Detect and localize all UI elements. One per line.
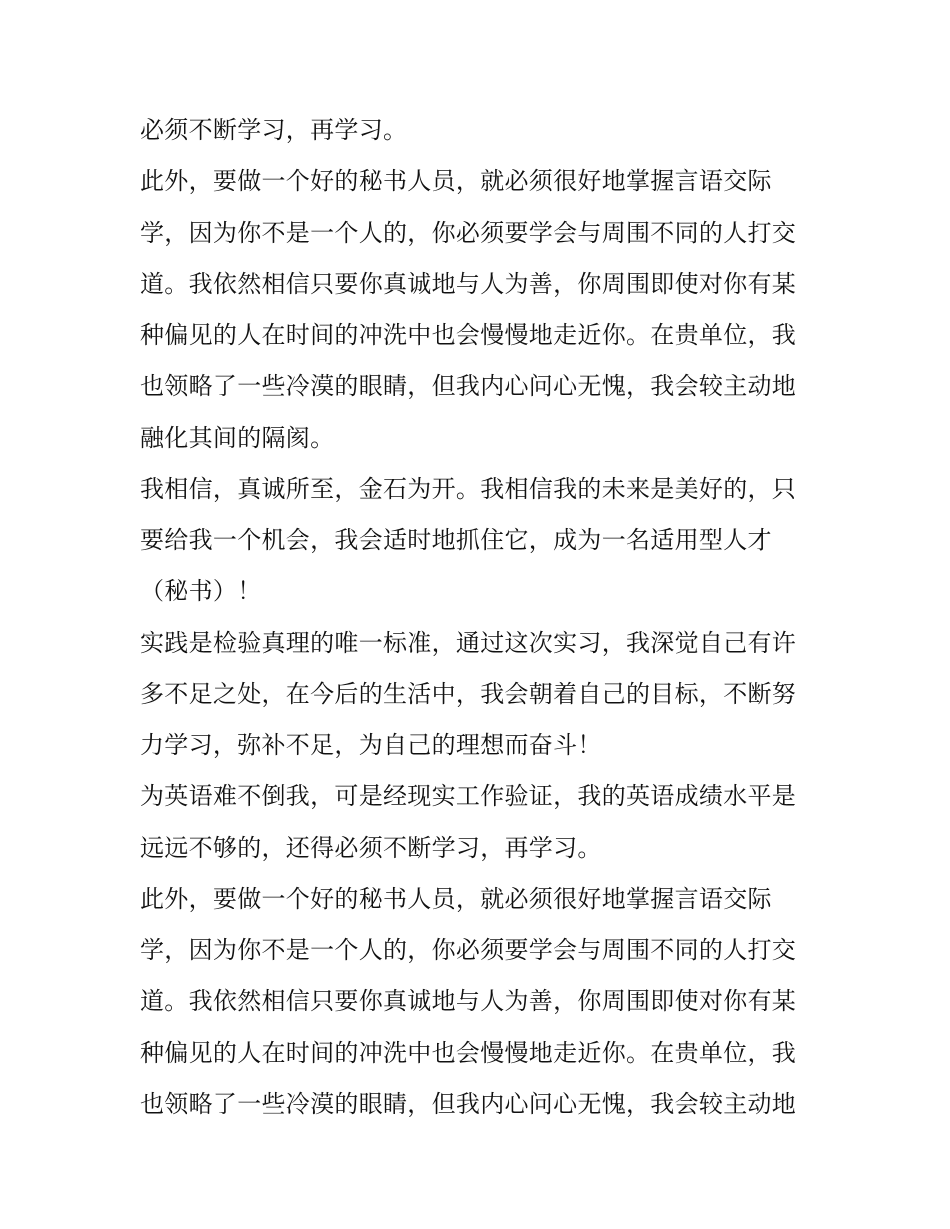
text-line: 也领略了一些冷漠的眼睛，但我内心问心无愧，我会较主动地 [140, 372, 797, 401]
text-line: 为英语难不倒我，可是经现实工作验证，我的英语成绩水平是 [140, 782, 797, 811]
text-line: 要给我一个机会，我会适时地抓住它，成为一名适用型人才 [140, 526, 772, 554]
text-line: 实践是检验真理的唯一标准，通过这次实习，我深觉自己有许 [140, 628, 797, 657]
text-line: 也领略了一些冷漠的眼睛，但我内心问心无愧，我会较主动地 [140, 1089, 797, 1118]
text-line: 远远不够的，还得必须不断学习，再学习。 [140, 833, 602, 862]
text-line: 此外，要做一个好的秘书人员，就必须很好地掌握言语交际 [140, 884, 772, 913]
text-line: 学，因为你不是一个人的，你必须要学会与周围不同的人打交 [140, 936, 797, 964]
text-line: 融化其间的隔阂。 [140, 423, 335, 452]
text-line: 力学习，弥补不足，为自己的理想而奋斗！ [140, 731, 602, 759]
text-line: 道。我依然相信只要你真诚地与人为善，你周围即使对你有某 [140, 987, 797, 1016]
text-line: 此外，要做一个好的秘书人员，就必须很好地掌握言语交际 [140, 167, 772, 196]
text-line: 学，因为你不是一个人的，你必须要学会与周围不同的人打交 [140, 218, 797, 247]
text-line: 我相信，真诚所至，金石为开。我相信我的未来是美好的，只 [140, 474, 797, 503]
text-line: （秘书）！ [140, 577, 262, 606]
text-line: 多不足之处，在今后的生活中，我会朝着自己的目标，不断努 [140, 679, 797, 708]
text-line: 种偏见的人在时间的冲洗中也会慢慢地走近你。在贵单位，我 [140, 321, 797, 349]
text-line: 种偏见的人在时间的冲洗中也会慢慢地走近你。在贵单位，我 [140, 1038, 797, 1067]
text-line: 道。我依然相信只要你真诚地与人为善，你周围即使对你有某 [140, 269, 797, 298]
body-text [140, 105, 830, 1130]
text-line: 必须不断学习，再学习。 [140, 116, 408, 144]
